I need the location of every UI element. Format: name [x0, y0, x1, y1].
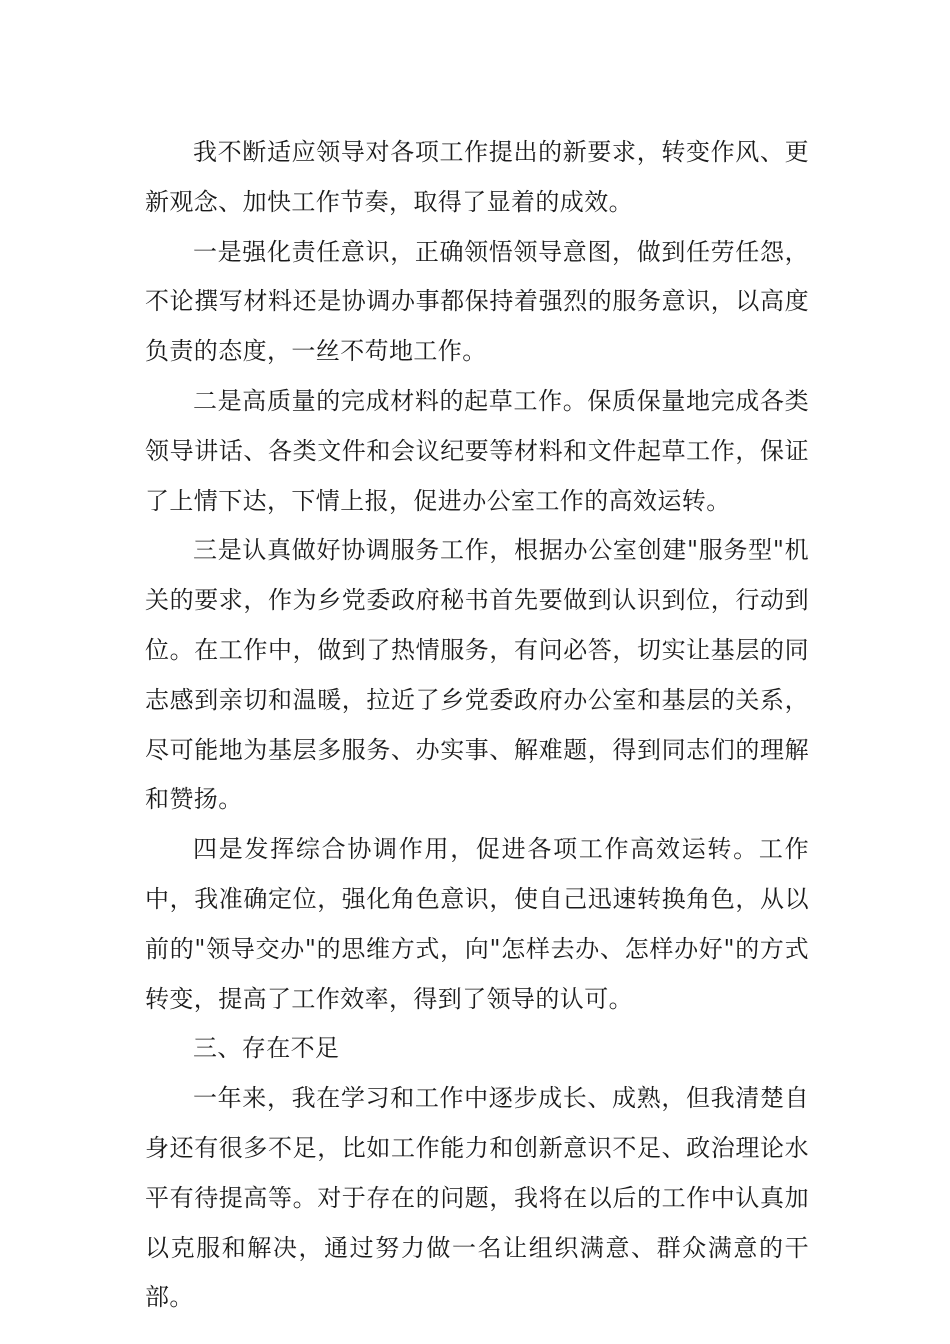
- paragraph-coordination-service: 三是认真做好协调服务工作，根据办公室创建"服务型"机关的要求，作为乡党委政府秘书首先要做到认识到位，行动到位。在工作中，做到了热情服务，有问必答，切实让基层的同志感到亲切和温暖，拉近了乡党委政府办公室和基层的关系，尽可能地为基层多服务、办实事、解难题，得到同志们的理解和赞扬。: [145, 536, 809, 814]
- paragraph-drafting: 二是高质量的完成材料的起草工作。保质保量地完成各类领导讲话、各类文件和会议纪要等材料和文件起草工作，保证了上情下达，下情上报，促进办公室工作的高效运转。: [145, 386, 809, 515]
- paragraph-responsibility: 一是强化责任意识，正确领悟领导意图，做到任劳任怨，不论撰写材料还是协调办事都保持着强烈的服务意识，以高度负责的态度，一丝不苟地工作。: [145, 237, 809, 366]
- section-heading-shortcomings: 三、存在不足: [193, 1034, 340, 1063]
- paragraph-closing: 一年来，我在学习和工作中逐步成长、成熟，但我清楚自身还有很多不足，比如工作能力和创新意识不足、政治理论水平有待提高等。对于存在的问题，我将在以后的工作中认真加以克服和解决，通过努力做一名让组织满意、群众满意的干部。: [145, 1084, 809, 1312]
- paragraph-comprehensive-coordination: 四是发挥综合协调作用，促进各项工作高效运转。工作中，我准确定位，强化角色意识，使自己迅速转换角色，从以前的"领导交办"的思维方式，向"怎样去办、怎样办好"的方式转变，提高了工作效率，得到了领导的认可。: [145, 835, 809, 1013]
- document-body: [145, 128, 809, 1323]
- paragraph-adapt-requirements: 我不断适应领导对各项工作提出的新要求，转变作风、更新观念、加快工作节奏，取得了显着的成效。: [145, 138, 809, 216]
